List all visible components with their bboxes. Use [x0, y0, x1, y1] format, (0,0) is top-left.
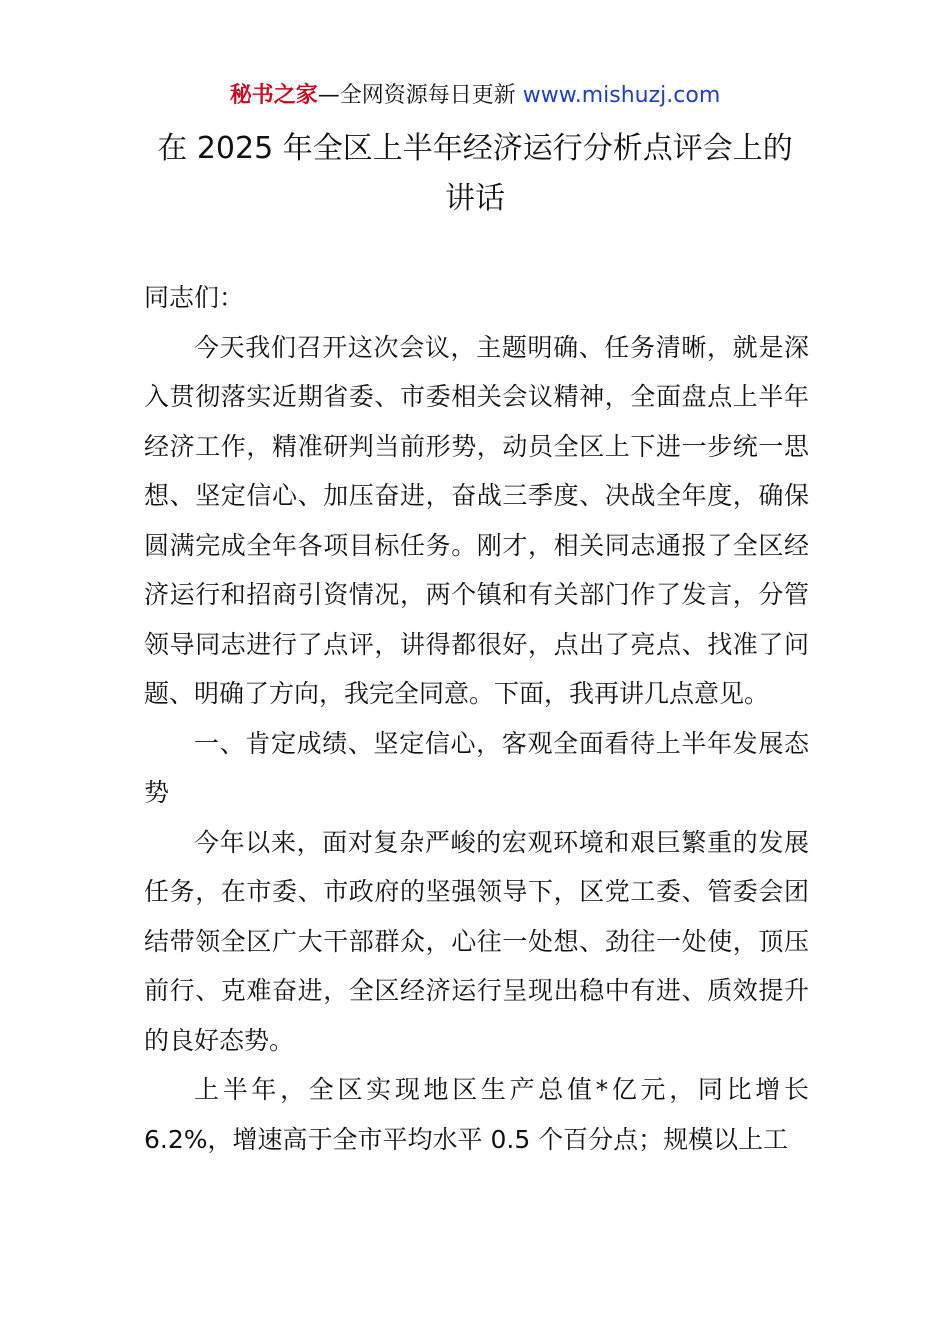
paragraph-opening: 今天我们召开这次会议，主题明确、任务清晰，就是深入贯彻落实近期省委、市委相关会议精神，全面盘点上半年经济工作，精准研判当前形势，动员全区上下进一步统一思想、坚定信心、加压奋进，奋战三季度、决战全年度，确保圆满完成全年各项目标任务。刚才，相关同志通报了全区经济运行和招商引资情况，两个镇和有关部门作了发言，分管领导同志进行了点评，讲得都很好，点出了亮点、找准了问题、明确了方向，我完全同意。下面，我再讲几点意见。 — [144, 332, 809, 708]
paragraph-overview: 今年以来，面对复杂严峻的宏观环境和艰巨繁重的发展任务，在市委、市政府的坚强领导下，区党工委、管委会团结带领全区广大干部群众，心往一处想、劲往一处使，顶压前行、克难奋进，全区经济运行呈现出稳中有进、质效提升的良好态势。 — [144, 827, 809, 1055]
section-heading-1: 一、肯定成绩、坚定信心，客观全面看待上半年发展态势 — [144, 728, 809, 807]
document-body — [144, 273, 809, 1164]
banner-tagline: —全网资源每日更新 — [317, 83, 523, 108]
salutation: 同志们： — [144, 283, 245, 312]
site-url-link[interactable]: www.mishuzj.com — [522, 83, 721, 108]
paragraph-statistics: 上半年，全区实现地区生产总值*亿元，同比增长 6.2%，增速高于全市平均水平 0.5 个百分点；规模以上工 — [144, 1075, 809, 1154]
brand-name: 秘书之家 — [229, 83, 318, 108]
title-line-1: 在 2025 年全区上半年经济运行分析点评会上的 — [157, 131, 793, 166]
title-line-2: 讲话 — [445, 181, 505, 216]
site-banner — [0, 78, 950, 114]
document-title — [120, 124, 830, 224]
